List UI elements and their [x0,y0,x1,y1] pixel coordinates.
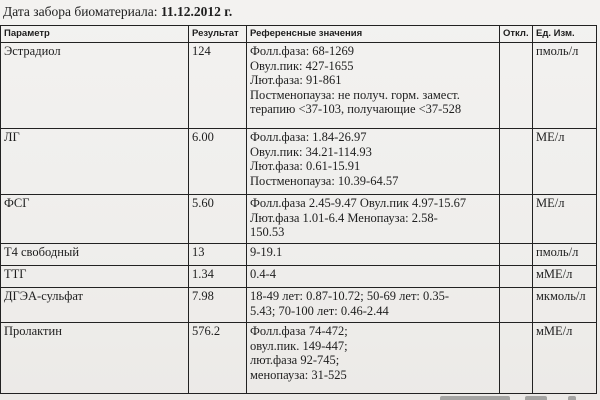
table-row [1,266,597,288]
deviation-cell [500,323,533,394]
header-unit: Ед. Изм. [533,26,597,43]
header-result: Результат [189,26,247,43]
reference-cell [247,129,500,195]
lab-results-table [0,25,597,394]
result-cell: 6.00 [189,129,247,195]
reference-cell [247,244,500,266]
unit-cell: мМЕ/л [533,323,597,394]
deviation-cell [500,43,533,129]
deviation-cell [500,129,533,195]
cut-off-footer-text [525,396,547,400]
param-cell: ЛГ [1,129,189,195]
reference-line: Овул.пик: 34.21-114.93 [250,144,372,159]
header-reference: Референсные значения [247,26,500,43]
reference-line: Фолл.фаза 74-472; [250,324,348,338]
table-body [1,43,597,394]
reference-cell [247,288,500,323]
unit-cell: мМЕ/л [533,266,597,288]
reference-line: Лют.фаза 1.01-6.4 Менопауза: 2.58- [250,210,438,225]
param-cell: Т4 свободный [1,244,189,266]
reference-line: Лют.фаза: 0.61-15.91 [250,159,361,173]
table-row [1,129,597,195]
table-row [1,195,597,244]
deviation-cell [500,244,533,266]
collection-date-line [3,4,232,20]
reference-cell [247,195,500,244]
reference-cell [247,266,500,288]
param-cell: ФСГ [1,195,189,244]
reference-line: Овул.пик: 427-1655 [250,58,354,73]
param-cell: Пролактин [1,323,189,394]
cut-off-footer-text [440,396,510,400]
table-row [1,323,597,394]
reference-line: 9-19.1 [250,245,283,259]
reference-line: лют.фаза 92-745; [250,353,340,367]
unit-cell: МЕ/л [533,129,597,195]
collection-date-value: 11.12.2012 г. [160,4,233,19]
header-deviation: Откл. [500,26,533,43]
reference-line: Фолл.фаза: 1.84-26.97 [250,130,367,144]
reference-line: 5.43; 70-100 лет: 0.46-2.44 [250,303,389,318]
deviation-cell [500,288,533,323]
deviation-cell [500,195,533,244]
result-cell: 1.34 [189,266,247,288]
result-cell: 5.60 [189,195,247,244]
reference-line: 150.53 [250,225,285,239]
reference-line: менопауза: 31-525 [250,367,347,382]
param-cell: ТТГ [1,266,189,288]
unit-cell: пмоль/л [533,43,597,129]
result-cell: 124 [189,43,247,129]
cut-off-footer-text [568,396,576,400]
result-cell: 576.2 [189,323,247,394]
reference-line: Фолл.фаза 2.45-9.47 Овул.пик 4.97-15.67 [250,196,467,210]
table-row [1,244,597,266]
reference-cell [247,43,500,129]
unit-cell: пмоль/л [533,244,597,266]
reference-line: Постменопауза: не получ. горм. замест. [250,87,460,102]
param-cell: Эстрадиол [1,43,189,129]
reference-line: Лют.фаза: 91-861 [250,73,342,87]
table-row [1,288,597,323]
result-cell: 13 [189,244,247,266]
header-param: Параметр [1,26,189,43]
unit-cell: мкмоль/л [533,288,597,323]
reference-line: Постменопауза: 10.39-64.57 [250,173,399,188]
reference-line: Фолл.фаза: 68-1269 [250,44,354,58]
deviation-cell [500,266,533,288]
unit-cell: МЕ/л [533,195,597,244]
reference-cell [247,323,500,394]
reference-line: овул.пик. 149-447; [250,338,348,353]
reference-line: 0.4-4 [250,267,277,281]
collection-date-label: Дата забора биоматериала: [3,4,158,19]
table-header-row [1,26,597,43]
param-cell: ДГЭА-сульфат [1,288,189,323]
table-row [1,43,597,129]
reference-line: терапию <37-103, получающие <37-528 [250,102,462,116]
result-cell: 7.98 [189,288,247,323]
reference-line: 18-49 лет: 0.87-10.72; 50-69 лет: 0.35- [250,289,450,303]
